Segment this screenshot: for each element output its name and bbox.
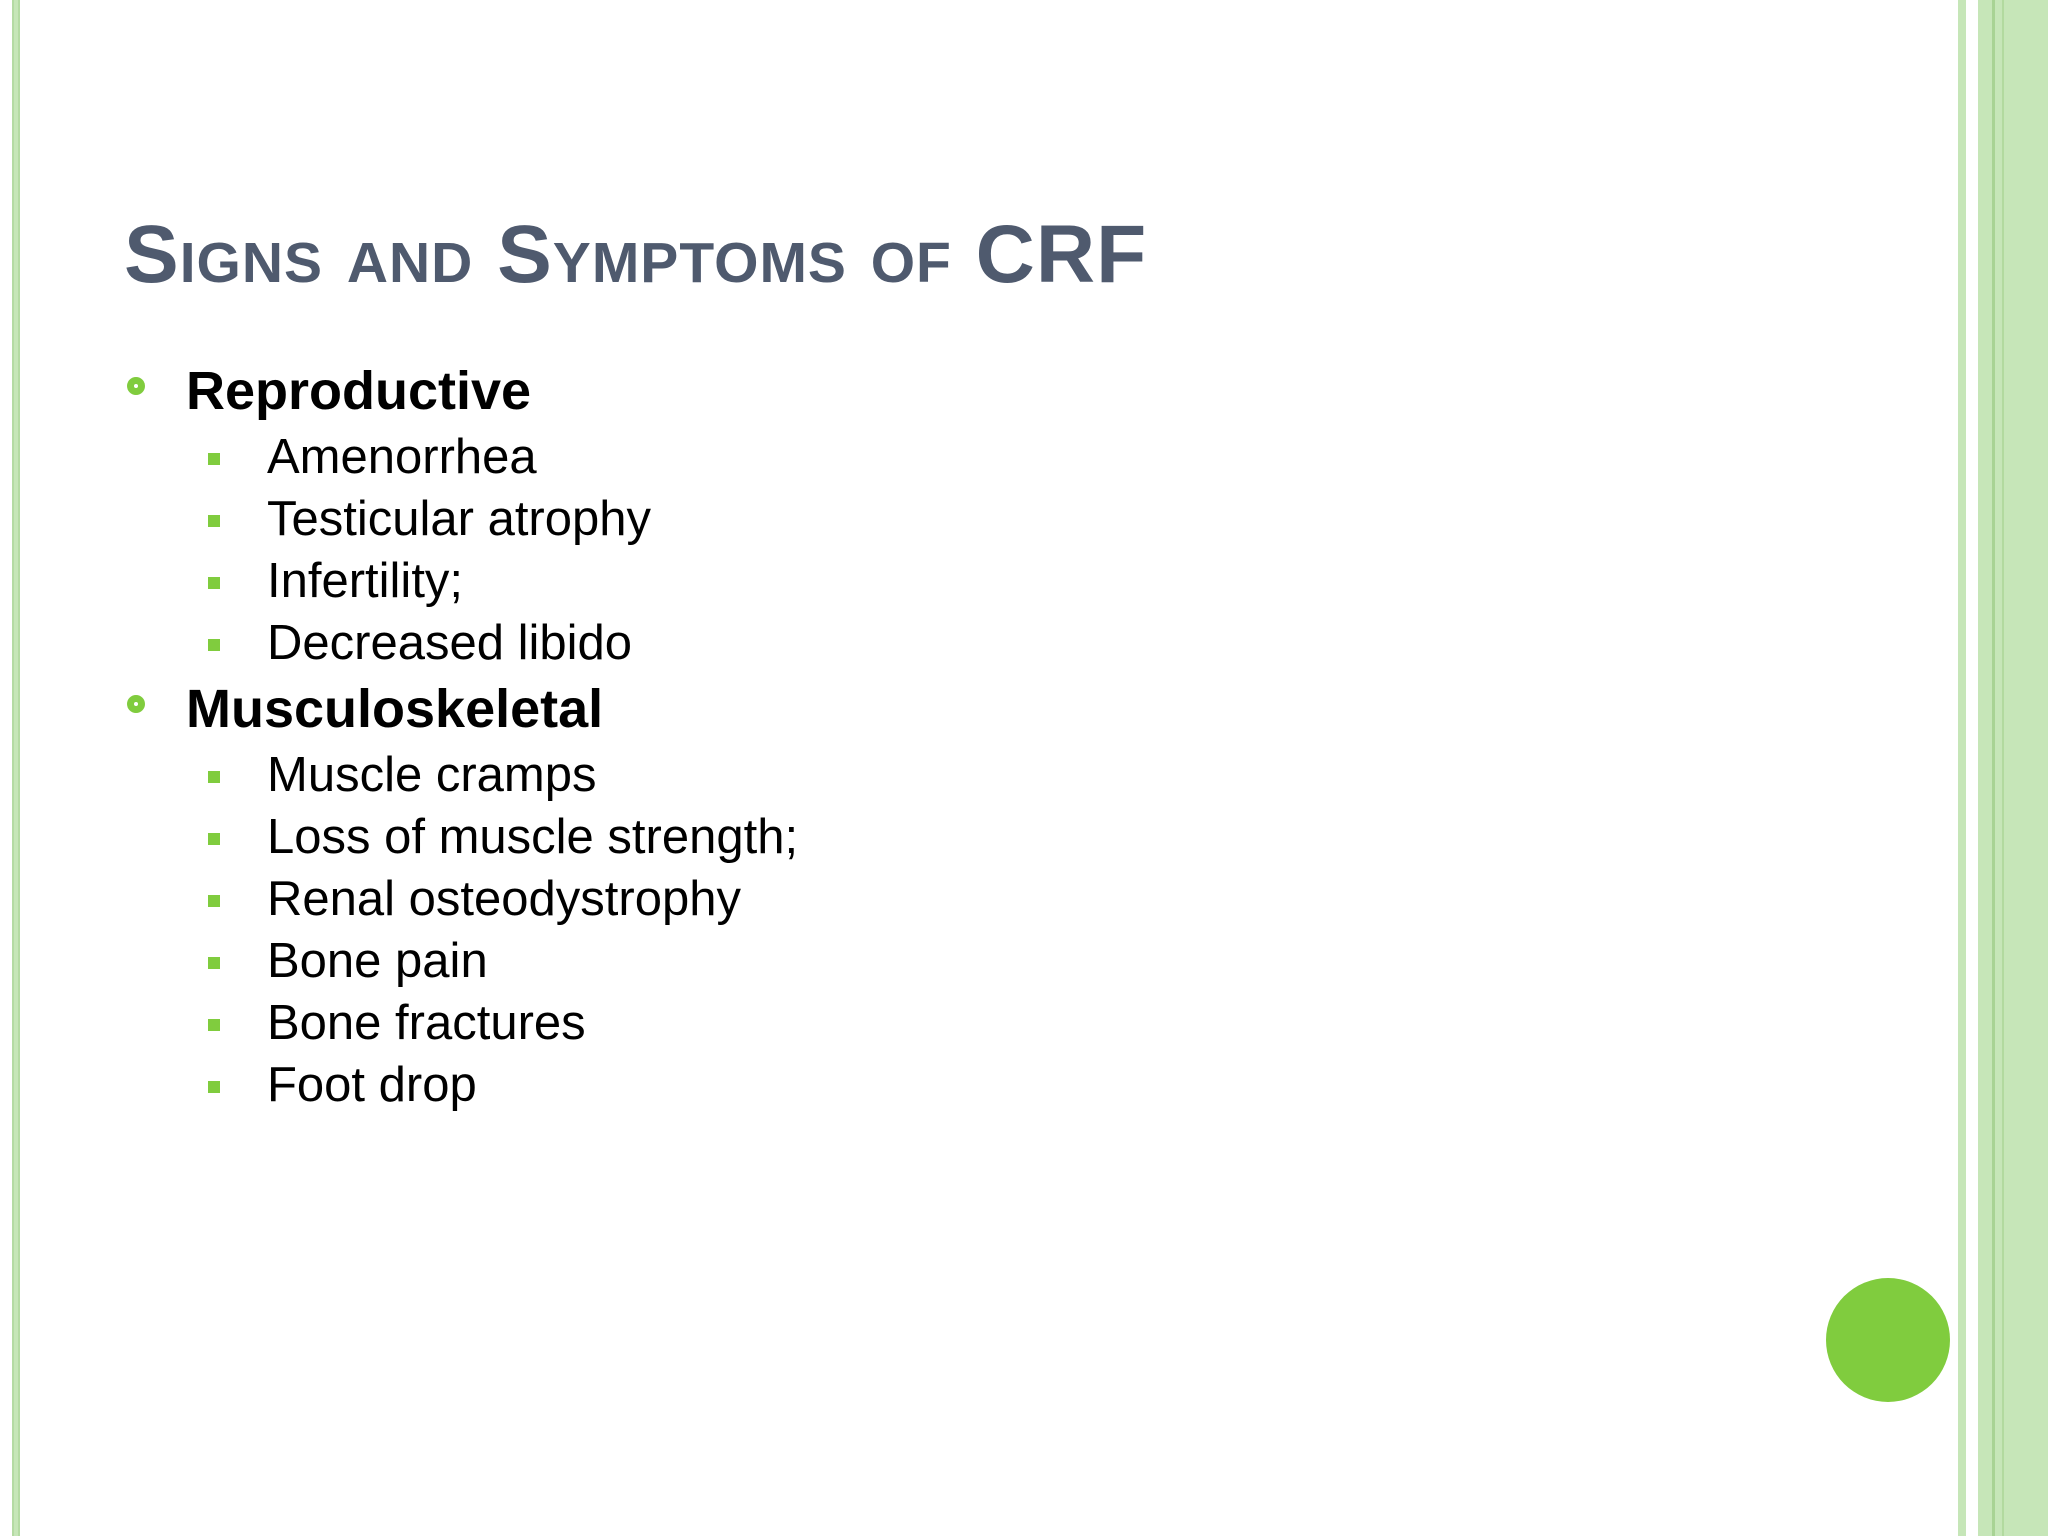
list-item-label: Infertility; [267, 554, 464, 608]
list-item-label: Testicular atrophy [267, 492, 652, 546]
section-musculoskeletal [124, 674, 1824, 1116]
left-decorative-bar [12, 0, 20, 1536]
square-bullet-icon [208, 1081, 220, 1093]
section-reproductive [124, 356, 1824, 674]
list-item-label: Muscle cramps [267, 748, 597, 802]
square-bullet-icon [208, 957, 220, 969]
list-item [124, 992, 1824, 1054]
ring-bullet-icon [127, 377, 145, 395]
bullet-list [124, 426, 1824, 674]
slide-title: Signs and Symptoms of CRF [124, 209, 1148, 300]
ring-bullet-icon [127, 695, 145, 713]
right-decorative-band [1978, 0, 2048, 1536]
square-bullet-icon [208, 771, 220, 783]
list-item-label: Loss of muscle strength; [267, 810, 799, 864]
list-item-label: Renal osteodystrophy [267, 872, 741, 926]
right-decorative-strip [1958, 0, 1966, 1536]
list-item-label: Decreased libido [267, 616, 632, 670]
square-bullet-icon [208, 639, 220, 651]
list-item [124, 488, 1824, 550]
square-bullet-icon [208, 833, 220, 845]
list-item [124, 1054, 1824, 1116]
list-item [124, 426, 1824, 488]
square-bullet-icon [208, 577, 220, 589]
green-circle-decoration [1826, 1278, 1950, 1402]
square-bullet-icon [208, 1019, 220, 1031]
list-item [124, 550, 1824, 612]
list-item [124, 612, 1824, 674]
square-bullet-icon [208, 453, 220, 465]
bullet-list [124, 744, 1824, 1116]
list-item [124, 868, 1824, 930]
list-item [124, 806, 1824, 868]
section-label: Reproductive [186, 361, 532, 421]
square-bullet-icon [208, 515, 220, 527]
slide-content [124, 356, 1824, 1116]
list-item [124, 744, 1824, 806]
list-item [124, 930, 1824, 992]
section-label: Musculoskeletal [186, 679, 604, 739]
list-item-label: Bone fractures [267, 996, 586, 1050]
list-item-label: Foot drop [267, 1058, 477, 1112]
section-header [124, 356, 1824, 426]
section-header [124, 674, 1824, 744]
list-item-label: Amenorrhea [267, 430, 537, 484]
list-item-label: Bone pain [267, 934, 488, 988]
square-bullet-icon [208, 895, 220, 907]
